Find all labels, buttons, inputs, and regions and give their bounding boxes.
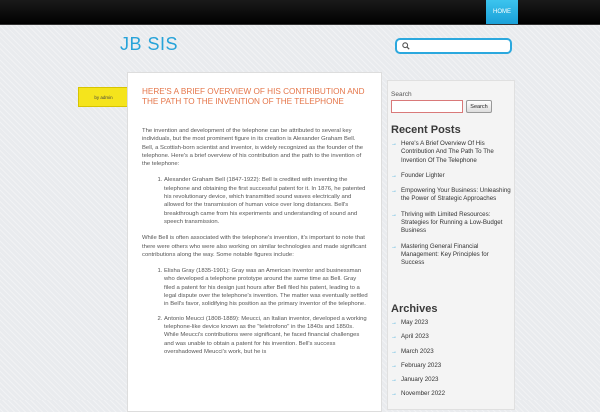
recent-post-link[interactable]: → Here's A Brief Overview Of His Contribution And The Path To The Invention Of The Telephone [391, 140, 511, 165]
post-title[interactable]: HERE'S A BRIEF OVERVIEW OF HIS CONTRIBUTION AND THE PATH TO THE INVENTION OF THE TELEPHONE [142, 87, 365, 106]
recent-post-link[interactable]: → Mastering General Financial Management: Key Principles for Success [391, 243, 511, 268]
header-search-box[interactable] [395, 38, 512, 54]
sidebar [387, 80, 515, 410]
archive-link[interactable]: → February 2023 [391, 362, 511, 370]
archive-link[interactable]: → May 2023 [391, 319, 511, 327]
search-icon [402, 42, 410, 50]
header-search-input[interactable] [413, 40, 507, 52]
recent-posts-list [391, 140, 511, 275]
notable-figures-list [142, 267, 368, 356]
author-tag[interactable]: by admin [78, 87, 128, 107]
contributor-list [142, 176, 368, 226]
list-item: 2. Antonio Meucci (1808-1889): Meucci, an Italian inventor, developed a working telephone-like device known as the "teletrofono" in the 1840s and 1850s. While Meucci's contributions were significant, he faced financial challenges and was unable to obtain a patent for his invention. Bell's success overshadowed Meucci's work, but he is [164, 315, 368, 356]
list-item: 1. Alexander Graham Bell (1847-1922): Bell is credited with inventing the telephone and obtaining the first successful patent for it. In 1876, he patented his revolutionary device, which transmitted sound waves electrically and allowed for the transmission of human voice over long distances. Bell's breakthrough came from his experiments and understanding of sound and speech transmission. [164, 176, 368, 226]
sidebar-search-button[interactable]: Search [466, 100, 492, 113]
nav-home-link[interactable]: HOME [486, 0, 518, 24]
recent-posts-heading: Recent Posts [391, 124, 461, 136]
post-intro: The invention and development of the telephone can be attributed to several key individuals, but the most prominent figure in its creation is Alexander Graham Bell. Bell, a Scottish-born scientist and inventor, is widely recognized as the founder of the telephone. Here's a brief overview of his contribution and the path to the invention of the telephone: [142, 128, 364, 168]
archive-link[interactable]: → April 2023 [391, 333, 511, 341]
post-content [142, 127, 368, 364]
site-title[interactable]: JB SIS [120, 34, 179, 54]
sidebar-search-input[interactable] [391, 100, 463, 113]
top-nav-bar [0, 0, 600, 25]
archive-link[interactable]: → March 2023 [391, 348, 511, 356]
archives-list [391, 319, 511, 405]
sidebar-search-label: Search [391, 91, 412, 98]
archives-heading: Archives [391, 303, 438, 315]
archive-link[interactable]: → November 2022 [391, 390, 511, 398]
post-article [127, 72, 382, 412]
recent-post-link[interactable]: → Thriving with Limited Resources: Strategies for Running a Low-Budget Business [391, 211, 511, 236]
list-item: 1. Elisha Gray (1835-1901): Gray was an American inventor and businessman who developed a telephone prototype around the same time as Bell. Gray filed a patent for his design just hours after Bell filed his patent, leading to a legal dispute over the telephone's invention. The matter was eventually settled in Bell's favor, solidifying his position as the primary inventor of the telephone. [164, 267, 368, 308]
recent-post-link[interactable]: → Empowering Your Business: Unleashing the Power of Strategic Approaches [391, 187, 511, 204]
post-paragraph: While Bell is often associated with the telephone's invention, it's important to note that there were others who were also working on similar technologies and made significant contributions along the way. Some notable figures include: [142, 235, 367, 258]
archive-link[interactable]: → January 2023 [391, 376, 511, 384]
recent-post-link[interactable]: → Founder Lighter [391, 172, 511, 180]
